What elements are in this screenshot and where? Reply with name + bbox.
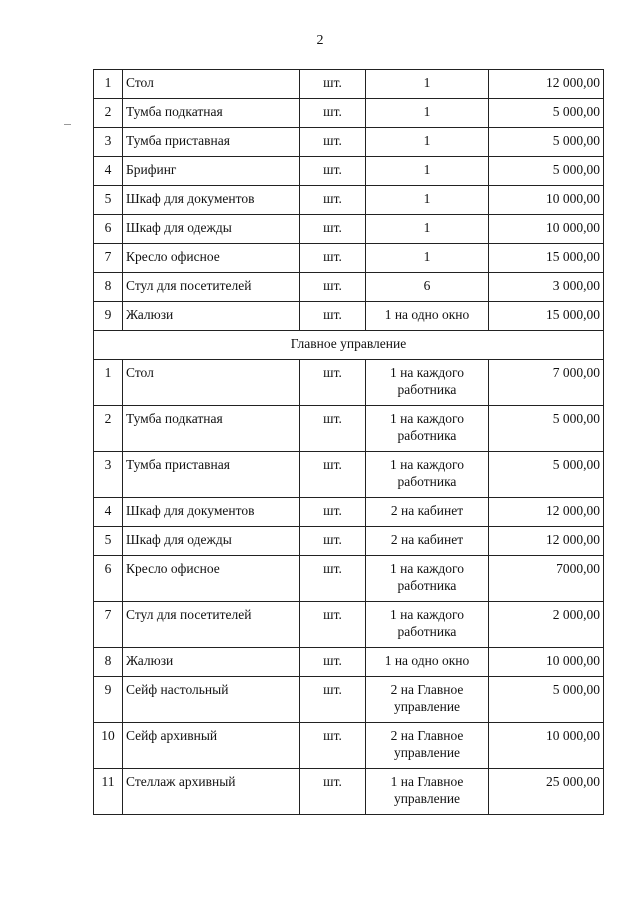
page-number: 2: [316, 33, 324, 48]
quantity-line-1: 1 на каждого: [390, 411, 464, 426]
cell-unit: шт.: [300, 128, 366, 157]
cell-price: 5 000,00: [489, 157, 604, 186]
table-row: [94, 99, 604, 128]
table-row: [94, 157, 604, 186]
cell-item-name: Тумба подкатная: [123, 406, 300, 452]
cell-price: 10 000,00: [489, 723, 604, 769]
cell-item-name: Тумба приставная: [123, 452, 300, 498]
cell-number: 6: [94, 556, 123, 602]
cell-item-name: Сейф настольный: [123, 677, 300, 723]
quantity-line-2: работника: [397, 428, 457, 443]
quantity-line-1: 2 на Главное: [390, 682, 464, 697]
quantity-line-2: работника: [397, 382, 457, 397]
cell-quantity: [366, 406, 489, 452]
table-row: [94, 273, 604, 302]
cell-quantity: 2 на кабинет: [366, 498, 489, 527]
cell-price: 12 000,00: [489, 498, 604, 527]
cell-unit: шт.: [300, 244, 366, 273]
cell-number: 11: [94, 769, 123, 815]
cell-number: 3: [94, 452, 123, 498]
quantity-line-1: 1 на каждого: [390, 457, 464, 472]
cell-item-name: Тумба подкатная: [123, 99, 300, 128]
cell-unit: шт.: [300, 273, 366, 302]
cell-unit: шт.: [300, 723, 366, 769]
cell-quantity: 6: [366, 273, 489, 302]
cell-price: 5 000,00: [489, 99, 604, 128]
cell-quantity: [366, 723, 489, 769]
quantity-line-2: работника: [397, 578, 457, 593]
cell-number: 1: [94, 70, 123, 99]
cell-number: 2: [94, 99, 123, 128]
table-row: [94, 498, 604, 527]
cell-unit: шт.: [300, 70, 366, 99]
cell-unit: шт.: [300, 556, 366, 602]
cell-quantity: [366, 360, 489, 406]
cell-number: 9: [94, 677, 123, 723]
cell-price: 10 000,00: [489, 648, 604, 677]
furniture-norms-table: [93, 69, 604, 815]
cell-number: 4: [94, 157, 123, 186]
cell-price: 2 000,00: [489, 602, 604, 648]
scan-mark: [64, 124, 71, 125]
cell-unit: шт.: [300, 452, 366, 498]
cell-quantity: 1: [366, 244, 489, 273]
table-row: [94, 186, 604, 215]
quantity-line-2: работника: [397, 474, 457, 489]
cell-number: 3: [94, 128, 123, 157]
table-row: [94, 723, 604, 769]
cell-item-name: Шкаф для документов: [123, 186, 300, 215]
cell-unit: шт.: [300, 406, 366, 452]
cell-item-name: Жалюзи: [123, 648, 300, 677]
table-row: [94, 70, 604, 99]
table-row: [94, 244, 604, 273]
cell-item-name: Брифинг: [123, 157, 300, 186]
cell-number: 2: [94, 406, 123, 452]
table-body: [94, 70, 604, 815]
cell-number: 5: [94, 527, 123, 556]
cell-quantity: 1: [366, 128, 489, 157]
cell-unit: шт.: [300, 157, 366, 186]
cell-unit: шт.: [300, 769, 366, 815]
cell-price: 3 000,00: [489, 273, 604, 302]
cell-quantity: 1: [366, 186, 489, 215]
cell-price: 25 000,00: [489, 769, 604, 815]
quantity-line-2: работника: [397, 624, 457, 639]
cell-price: 5 000,00: [489, 677, 604, 723]
cell-quantity: [366, 556, 489, 602]
cell-quantity: [366, 602, 489, 648]
cell-unit: шт.: [300, 99, 366, 128]
table-row: [94, 527, 604, 556]
cell-number: 7: [94, 602, 123, 648]
cell-item-name: Стул для посетителей: [123, 602, 300, 648]
section-row: [94, 331, 604, 360]
cell-unit: шт.: [300, 302, 366, 331]
cell-price: 5 000,00: [489, 406, 604, 452]
quantity-line-1: 1 на каждого: [390, 561, 464, 576]
cell-item-name: Сейф архивный: [123, 723, 300, 769]
cell-price: 15 000,00: [489, 302, 604, 331]
cell-quantity: [366, 769, 489, 815]
cell-quantity: 2 на кабинет: [366, 527, 489, 556]
cell-price: 5 000,00: [489, 128, 604, 157]
quantity-line-1: 1 на Главное: [390, 774, 464, 789]
cell-quantity: 1: [366, 157, 489, 186]
section-title: Главное управление: [94, 331, 604, 360]
cell-number: 8: [94, 273, 123, 302]
cell-number: 10: [94, 723, 123, 769]
cell-item-name: Жалюзи: [123, 302, 300, 331]
quantity-line-2: управление: [393, 791, 461, 806]
cell-quantity: 1 на одно окно: [366, 648, 489, 677]
cell-item-name: Кресло офисное: [123, 556, 300, 602]
cell-number: 4: [94, 498, 123, 527]
cell-quantity: 1 на одно окно: [366, 302, 489, 331]
cell-item-name: Шкаф для одежды: [123, 215, 300, 244]
cell-unit: шт.: [300, 602, 366, 648]
quantity-line-1: 2 на Главное: [390, 728, 464, 743]
cell-number: 8: [94, 648, 123, 677]
cell-quantity: 1: [366, 215, 489, 244]
table-row: [94, 360, 604, 406]
table-row: [94, 602, 604, 648]
cell-item-name: Стол: [123, 70, 300, 99]
table-row: [94, 556, 604, 602]
cell-quantity: 1: [366, 99, 489, 128]
quantity-line-2: управление: [393, 699, 461, 714]
cell-price: 7 000,00: [489, 360, 604, 406]
cell-number: 6: [94, 215, 123, 244]
cell-quantity: [366, 677, 489, 723]
quantity-line-1: 1 на каждого: [390, 607, 464, 622]
cell-item-name: Стол: [123, 360, 300, 406]
table-row: [94, 406, 604, 452]
cell-number: 7: [94, 244, 123, 273]
cell-number: 9: [94, 302, 123, 331]
cell-price: 12 000,00: [489, 527, 604, 556]
cell-unit: шт.: [300, 527, 366, 556]
cell-item-name: Стул для посетителей: [123, 273, 300, 302]
quantity-line-2: управление: [393, 745, 461, 760]
table-row: [94, 648, 604, 677]
cell-unit: шт.: [300, 677, 366, 723]
cell-price: 5 000,00: [489, 452, 604, 498]
cell-quantity: 1: [366, 70, 489, 99]
cell-unit: шт.: [300, 215, 366, 244]
cell-price: 10 000,00: [489, 186, 604, 215]
cell-item-name: Шкаф для одежды: [123, 527, 300, 556]
table-row: [94, 215, 604, 244]
cell-quantity: [366, 452, 489, 498]
table-row: [94, 769, 604, 815]
cell-unit: шт.: [300, 498, 366, 527]
cell-unit: шт.: [300, 648, 366, 677]
cell-item-name: Стеллаж архивный: [123, 769, 300, 815]
cell-price: 12 000,00: [489, 70, 604, 99]
cell-item-name: Шкаф для документов: [123, 498, 300, 527]
cell-price: 15 000,00: [489, 244, 604, 273]
cell-unit: шт.: [300, 360, 366, 406]
table-row: [94, 302, 604, 331]
cell-number: 5: [94, 186, 123, 215]
table-row: [94, 452, 604, 498]
quantity-line-1: 1 на каждого: [390, 365, 464, 380]
cell-price: 7000,00: [489, 556, 604, 602]
cell-item-name: Кресло офисное: [123, 244, 300, 273]
cell-unit: шт.: [300, 186, 366, 215]
cell-item-name: Тумба приставная: [123, 128, 300, 157]
cell-number: 1: [94, 360, 123, 406]
table-row: [94, 677, 604, 723]
table-row: [94, 128, 604, 157]
cell-price: 10 000,00: [489, 215, 604, 244]
